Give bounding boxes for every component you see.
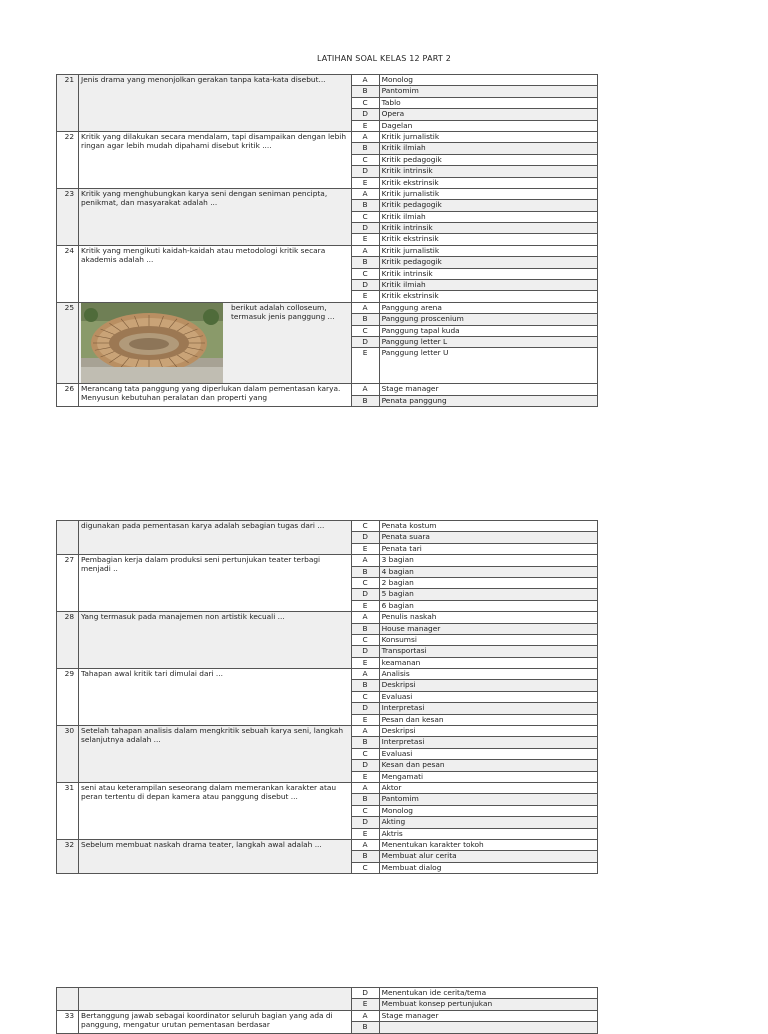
option-letter: B bbox=[351, 200, 379, 211]
option-letter: D bbox=[351, 646, 379, 657]
question-text: Kritik yang menghubungkan karya seni dengan seniman pencipta, penikmat, dan masyarakat adalah ... bbox=[79, 188, 352, 245]
option-row bbox=[57, 839, 598, 850]
option-text: Kritik pedagogik bbox=[379, 257, 597, 268]
question-number: 26 bbox=[57, 384, 79, 407]
option-text: Pantomim bbox=[379, 794, 597, 805]
question-table-2 bbox=[56, 520, 598, 874]
option-row bbox=[57, 245, 598, 256]
option-text: Panggung proscenium bbox=[379, 314, 597, 325]
colosseum-image bbox=[81, 303, 223, 383]
option-text: Membuat konsep pertunjukan bbox=[379, 999, 597, 1010]
option-row bbox=[57, 131, 598, 142]
option-letter: B bbox=[351, 737, 379, 748]
question-number: 23 bbox=[57, 188, 79, 245]
option-text: Kritik ekstrinsik bbox=[379, 234, 597, 245]
option-letter: C bbox=[351, 211, 379, 222]
option-row bbox=[57, 302, 598, 313]
option-letter: E bbox=[351, 348, 379, 384]
option-text: Konsumsi bbox=[379, 634, 597, 645]
option-text: Opera bbox=[379, 109, 597, 120]
option-text: Penulis naskah bbox=[379, 612, 597, 623]
option-text: Penata kostum bbox=[379, 521, 597, 532]
option-letter: A bbox=[351, 726, 379, 737]
option-letter: E bbox=[351, 828, 379, 839]
option-text: Kritik ilmiah bbox=[379, 143, 597, 154]
option-text: 4 bagian bbox=[379, 566, 597, 577]
option-letter: E bbox=[351, 999, 379, 1010]
option-text: Evaluasi bbox=[379, 691, 597, 702]
option-text: Panggung tapal kuda bbox=[379, 325, 597, 336]
question-number: 22 bbox=[57, 131, 79, 188]
option-row bbox=[57, 726, 598, 737]
option-text: Transportasi bbox=[379, 646, 597, 657]
option-text: Panggung arena bbox=[379, 302, 597, 313]
option-letter: A bbox=[351, 75, 379, 86]
option-text: Stage manager bbox=[379, 384, 597, 395]
option-letter: B bbox=[351, 86, 379, 97]
option-letter: C bbox=[351, 577, 379, 588]
option-row bbox=[57, 669, 598, 680]
option-row bbox=[57, 555, 598, 566]
option-letter: A bbox=[351, 782, 379, 793]
question-number: 28 bbox=[57, 612, 79, 669]
question-text: Setelah tahapan analisis dalam mengkritik sebuah karya seni, langkah selanjutnya adalah ... bbox=[79, 726, 352, 783]
option-text: Aktris bbox=[379, 828, 597, 839]
option-text: Membuat dialog bbox=[379, 862, 597, 873]
option-row bbox=[57, 612, 598, 623]
question-text bbox=[79, 302, 352, 384]
option-letter: B bbox=[351, 1022, 379, 1033]
option-text: Pantomim bbox=[379, 86, 597, 97]
option-text: Monolog bbox=[379, 805, 597, 816]
option-letter: B bbox=[351, 395, 379, 406]
option-letter: D bbox=[351, 988, 379, 999]
option-row bbox=[57, 384, 598, 395]
option-letter: A bbox=[351, 669, 379, 680]
question-text: Pembagian kerja dalam produksi seni pertunjukan teater terbagi menjadi .. bbox=[79, 555, 352, 612]
option-row bbox=[57, 75, 598, 86]
question-text bbox=[79, 988, 352, 1011]
option-letter: E bbox=[351, 177, 379, 188]
option-letter: D bbox=[351, 589, 379, 600]
option-text: Akting bbox=[379, 817, 597, 828]
option-row bbox=[57, 521, 598, 532]
option-text: Interpretasi bbox=[379, 737, 597, 748]
option-text: Kritik jurnalistik bbox=[379, 245, 597, 256]
option-letter: A bbox=[351, 245, 379, 256]
option-row bbox=[57, 1010, 598, 1021]
option-letter: A bbox=[351, 612, 379, 623]
question-number: 27 bbox=[57, 555, 79, 612]
option-letter: D bbox=[351, 336, 379, 347]
option-letter: E bbox=[351, 771, 379, 782]
option-text: Stage manager bbox=[379, 1010, 597, 1021]
question-text: Bertanggung jawab sebagai koordinator seluruh bagian yang ada di panggung, mengatur urutan pementasan berdasar bbox=[79, 1010, 352, 1033]
question-text: Kritik yang dilakukan secara mendalam, tapi disampaikan dengan lebih ringan agar lebih mudah dipahami disebut kritik .... bbox=[79, 131, 352, 188]
option-row bbox=[57, 188, 598, 199]
option-letter: E bbox=[351, 234, 379, 245]
option-row bbox=[57, 782, 598, 793]
option-letter: C bbox=[351, 521, 379, 532]
option-letter: A bbox=[351, 384, 379, 395]
option-letter: D bbox=[351, 532, 379, 543]
option-letter: E bbox=[351, 120, 379, 131]
question-number: 32 bbox=[57, 839, 79, 873]
option-text: Kritik ilmiah bbox=[379, 280, 597, 291]
option-letter: A bbox=[351, 302, 379, 313]
option-text: Penata suara bbox=[379, 532, 597, 543]
question-text: Jenis drama yang menonjolkan gerakan tanpa kata-kata disebut... bbox=[79, 75, 352, 132]
option-letter: B bbox=[351, 257, 379, 268]
option-letter: C bbox=[351, 691, 379, 702]
question-text: Kritik yang mengikuti kaidah-kaidah atau metodologi kritik secara akademis adalah ... bbox=[79, 245, 352, 302]
option-text: 2 bagian bbox=[379, 577, 597, 588]
option-text: 3 bagian bbox=[379, 555, 597, 566]
question-text: digunakan pada pementasan karya adalah sebagian tugas dari ... bbox=[79, 521, 352, 555]
option-letter: A bbox=[351, 188, 379, 199]
option-letter: D bbox=[351, 109, 379, 120]
option-letter: D bbox=[351, 166, 379, 177]
option-letter: E bbox=[351, 600, 379, 611]
option-letter: D bbox=[351, 817, 379, 828]
option-text: Kesan dan pesan bbox=[379, 760, 597, 771]
option-text: Kritik jurnalistik bbox=[379, 188, 597, 199]
question-number: 29 bbox=[57, 669, 79, 726]
option-letter: B bbox=[351, 314, 379, 325]
option-letter: C bbox=[351, 97, 379, 108]
question-number: 24 bbox=[57, 245, 79, 302]
question-table-3 bbox=[56, 987, 598, 1034]
option-text: Kritik ilmiah bbox=[379, 211, 597, 222]
option-text: Deskripsi bbox=[379, 680, 597, 691]
option-text: Panggung letter U bbox=[379, 348, 597, 384]
option-letter: C bbox=[351, 634, 379, 645]
option-letter: E bbox=[351, 714, 379, 725]
question-text: Merancang tata panggung yang diperlukan dalam pementasan karya. Menyusun kebutuhan peralatan dan properti yang bbox=[79, 384, 352, 407]
option-letter: D bbox=[351, 703, 379, 714]
option-text: Membuat alur cerita bbox=[379, 851, 597, 862]
option-text: Monolog bbox=[379, 75, 597, 86]
option-text: Evaluasi bbox=[379, 748, 597, 759]
option-text: Menentukan karakter tokoh bbox=[379, 839, 597, 850]
option-letter: C bbox=[351, 862, 379, 873]
option-text: Dagelan bbox=[379, 120, 597, 131]
option-text: Interpretasi bbox=[379, 703, 597, 714]
option-letter: D bbox=[351, 280, 379, 291]
option-letter: D bbox=[351, 223, 379, 234]
option-letter: A bbox=[351, 555, 379, 566]
option-text: Kritik pedagogik bbox=[379, 200, 597, 211]
option-text: 6 bagian bbox=[379, 600, 597, 611]
option-text bbox=[379, 1022, 597, 1033]
question-number: 25 bbox=[57, 302, 79, 384]
page-title: LATIHAN SOAL KELAS 12 PART 2 bbox=[316, 54, 452, 63]
option-letter: B bbox=[351, 566, 379, 577]
option-text: Mengamati bbox=[379, 771, 597, 782]
option-letter: D bbox=[351, 760, 379, 771]
option-letter: C bbox=[351, 748, 379, 759]
question-text: seni atau keterampilan seseorang dalam memerankan karakter atau peran tertentu di depan kamera atau panggung disebut ... bbox=[79, 782, 352, 839]
option-text: Analisis bbox=[379, 669, 597, 680]
option-text: Menentukan ide cerita/tema bbox=[379, 988, 597, 999]
option-letter: B bbox=[351, 680, 379, 691]
question-text: Tahapan awal kritik tari dimulai dari ... bbox=[79, 669, 352, 726]
option-letter: C bbox=[351, 805, 379, 816]
option-text: Tablo bbox=[379, 97, 597, 108]
option-row bbox=[57, 988, 598, 999]
question-number bbox=[57, 988, 79, 1011]
option-text: Kritik jurnalistik bbox=[379, 131, 597, 142]
option-text: Kritik ekstrinsik bbox=[379, 291, 597, 302]
option-text: Pesan dan kesan bbox=[379, 714, 597, 725]
option-text: Penata panggung bbox=[379, 395, 597, 406]
option-text: keamanan bbox=[379, 657, 597, 668]
option-text: Deskripsi bbox=[379, 726, 597, 737]
option-letter: B bbox=[351, 851, 379, 862]
option-text: Kritik intrinsik bbox=[379, 268, 597, 279]
option-letter: C bbox=[351, 154, 379, 165]
question-number: 21 bbox=[57, 75, 79, 132]
question-text: Sebelum membuat naskah drama teater, langkah awal adalah ... bbox=[79, 839, 352, 873]
option-text: House manager bbox=[379, 623, 597, 634]
question-number bbox=[57, 521, 79, 555]
option-letter: A bbox=[351, 839, 379, 850]
question-number: 31 bbox=[57, 782, 79, 839]
option-text: 5 bagian bbox=[379, 589, 597, 600]
question-number: 30 bbox=[57, 726, 79, 783]
question-table-1 bbox=[56, 74, 598, 407]
question-text: Yang termasuk pada manajemen non artistik kecuali ... bbox=[79, 612, 352, 669]
option-text: Kritik pedagogik bbox=[379, 154, 597, 165]
option-letter: C bbox=[351, 325, 379, 336]
option-letter: B bbox=[351, 623, 379, 634]
option-letter: B bbox=[351, 794, 379, 805]
option-text: Kritik intrinsik bbox=[379, 223, 597, 234]
option-letter: C bbox=[351, 268, 379, 279]
question-text-25: berikut adalah colloseum, termasuk jenis panggung ... bbox=[231, 302, 335, 321]
option-letter: E bbox=[351, 543, 379, 554]
question-number: 33 bbox=[57, 1010, 79, 1033]
option-letter: A bbox=[351, 131, 379, 142]
option-letter: A bbox=[351, 1010, 379, 1021]
option-letter: E bbox=[351, 291, 379, 302]
option-text: Panggung letter L bbox=[379, 336, 597, 347]
option-text: Penata tari bbox=[379, 543, 597, 554]
option-text: Kritik ekstrinsik bbox=[379, 177, 597, 188]
option-text: Aktor bbox=[379, 782, 597, 793]
option-letter: E bbox=[351, 657, 379, 668]
option-letter: B bbox=[351, 143, 379, 154]
option-text: Kritik intrinsik bbox=[379, 166, 597, 177]
